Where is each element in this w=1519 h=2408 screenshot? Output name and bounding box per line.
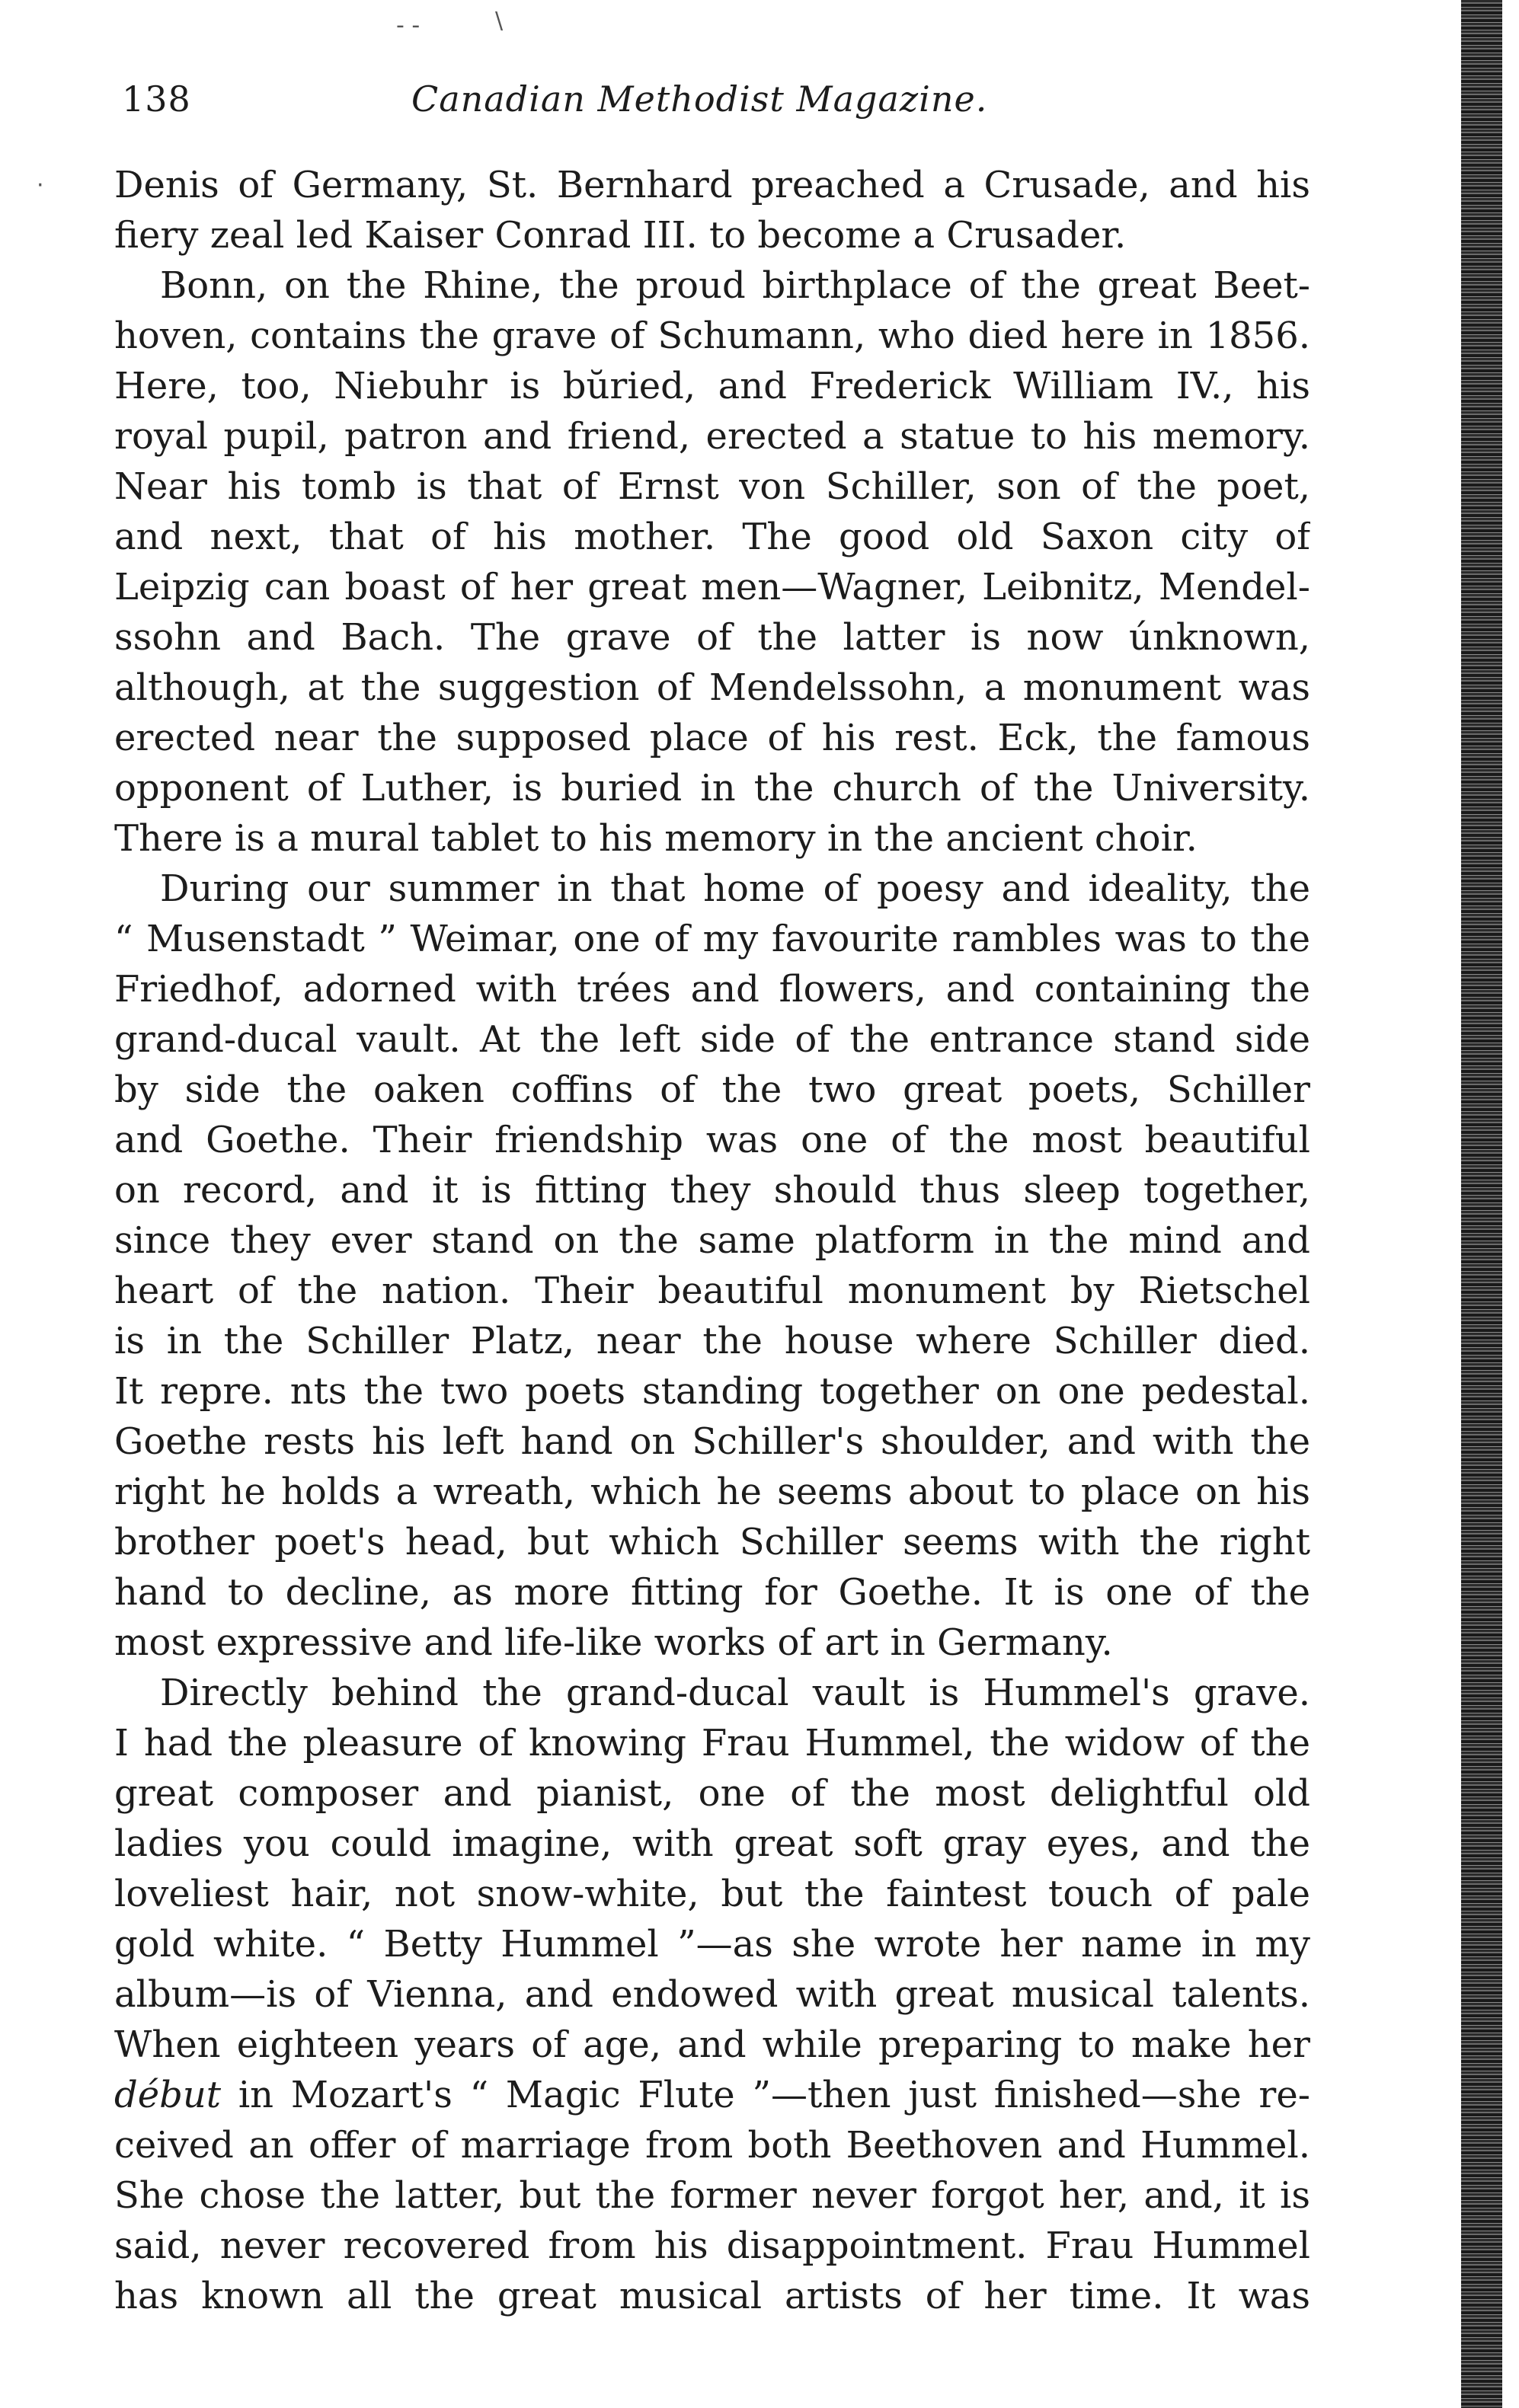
text-line: Near his tomb is that of Ernst von Schiller, son of the poet,	[114, 465, 1310, 508]
text-line: Here, too, Niebuhr is bŭried, and Frederick William IV., his	[114, 365, 1310, 407]
text-line-rest: in Mozart's “ Magic Flute ”—then just finished—she re-	[221, 2074, 1310, 2116]
text-line: by side the oaken coffins of the two great poets, Schiller	[114, 1068, 1310, 1111]
page-number: 138	[122, 78, 191, 120]
text-line: opponent of Luther, is buried in the church of the University.	[114, 767, 1310, 810]
scan-mark: \	[495, 8, 504, 34]
text-line: Bonn, on the Rhine, the proud birthplace of the great Beet-	[160, 264, 1310, 307]
text-line: great composer and pianist, one of the most delightful old	[114, 1772, 1310, 1815]
text-line: ladies you could imagine, with great soft gray eyes, and the	[114, 1822, 1310, 1865]
text-line: since they ever stand on the same platform in the mind and	[114, 1219, 1310, 1262]
text-line: right he holds a wreath, which he seems about to place on his	[114, 1471, 1310, 1513]
text-line	[114, 2070, 1310, 2120]
text-line: Leipzig can boast of her great men—Wagner, Leibnitz, Mendel-	[114, 566, 1310, 608]
text-line: said, never recovered from his disappointment. Frau Hummel	[114, 2224, 1310, 2267]
text-line: hoven, contains the grave of Schumann, who died here in 1856.	[114, 315, 1310, 357]
text-line: album—is of Vienna, and endowed with great musical talents.	[114, 1973, 1310, 2016]
text-line: Goethe rests his left hand on Schiller's shoulder, and with the	[114, 1420, 1310, 1463]
text-line: ceived an offer of marriage from both Beethoven and Hummel.	[114, 2124, 1310, 2167]
text-line: fiery zeal led Kaiser Conrad III. to become a Crusader.	[114, 214, 1127, 257]
text-line: brother poet's head, but which Schiller seems with the right	[114, 1521, 1310, 1563]
text-line: grand-ducal vault. At the left side of the entrance stand side	[114, 1018, 1310, 1061]
running-title: Canadian Methodist Magazine.	[411, 78, 988, 120]
text-line: royal pupil, patron and friend, erected a statue to his memory.	[114, 415, 1310, 458]
text-line: Directly behind the grand-ducal vault is Hummel's grave.	[160, 1672, 1310, 1714]
scan-mark: ·	[37, 172, 44, 199]
text-line: although, at the suggestion of Mendelssohn, a monument was	[114, 666, 1310, 709]
text-line: It repre. nts the two poets standing together on one pedestal.	[114, 1370, 1310, 1413]
text-line: and Goethe. Their friendship was one of the most beautiful	[114, 1119, 1310, 1161]
text-line: is in the Schiller Platz, near the house where Schiller died.	[114, 1320, 1310, 1362]
text-line: I had the pleasure of knowing Frau Hummel, the widow of the	[114, 1722, 1310, 1764]
text-line: erected near the supposed place of his rest. Eck, the famous	[114, 717, 1310, 759]
text-line: on record, and it is fitting they should thus sleep together,	[114, 1169, 1310, 1212]
text-line: Friedhof, adorned with trées and flowers, and containing the	[114, 968, 1310, 1011]
text-line: There is a mural tablet to his memory in the ancient choir.	[114, 817, 1198, 860]
text-line: gold white. “ Betty Hummel ”—as she wrote her name in my	[114, 1923, 1310, 1966]
text-line: When eighteen years of age, and while preparing to make her	[114, 2023, 1310, 2066]
text-line: hand to decline, as more fitting for Goethe. It is one of the	[114, 1571, 1310, 1614]
page-header	[122, 76, 1310, 137]
text-line: heart of the nation. Their beautiful monument by Rietschel	[114, 1269, 1310, 1312]
text-line: Denis of Germany, St. Bernhard preached a Crusade, and his	[114, 164, 1310, 206]
text-line: loveliest hair, not snow-white, but the faintest touch of pale	[114, 1873, 1310, 1915]
article-body	[114, 160, 1310, 2321]
text-line: and next, that of his mother. The good old Saxon city of	[114, 516, 1310, 558]
text-line: She chose the latter, but the former never forgot her, and, it is	[114, 2174, 1310, 2217]
text-line: has known all the great musical artists of her time. It was	[114, 2275, 1310, 2317]
text-line: ssohn and Bach. The grave of the latter is now únknown,	[114, 616, 1310, 659]
text-line: most expressive and life-like works of art in Germany.	[114, 1621, 1113, 1664]
scan-mark: - -	[396, 12, 421, 39]
page-edge-strip	[1461, 0, 1502, 2408]
text-line: During our summer in that home of poesy and ideality, the	[160, 867, 1310, 910]
text-line: “ Musenstadt ” Weimar, one of my favourite rambles was to the	[114, 918, 1310, 960]
italic-word: début	[114, 2074, 222, 2116]
